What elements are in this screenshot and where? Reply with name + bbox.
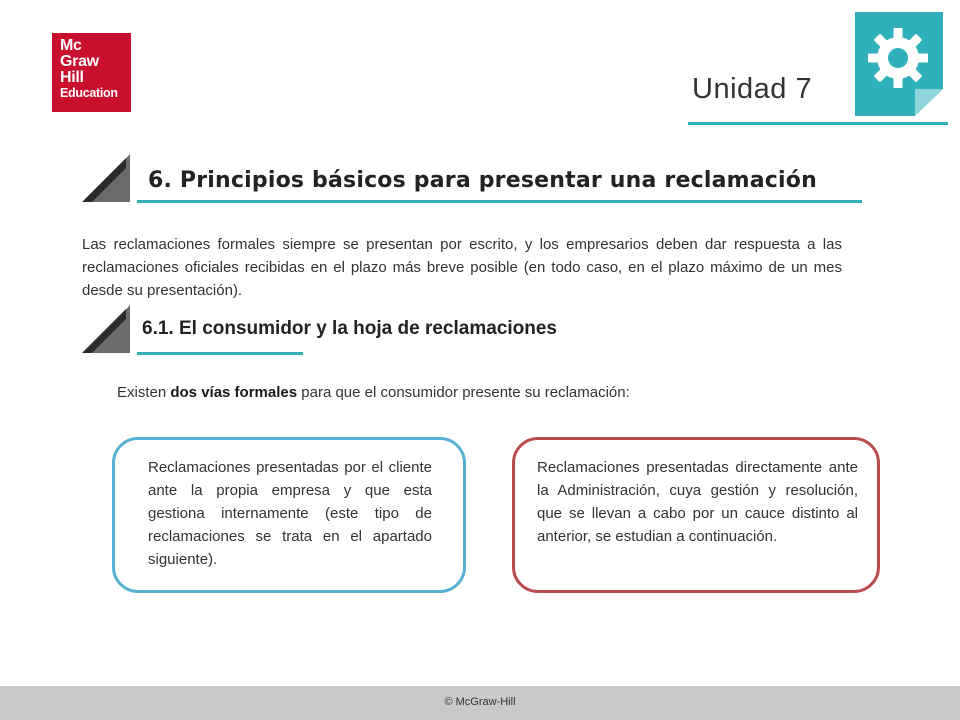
gear-document-icon [855, 12, 945, 117]
unit-title: Unidad 7 [692, 73, 813, 105]
intro-text-start: Existen [117, 384, 171, 401]
administration-claims-card [512, 437, 880, 593]
internal-claims-card [112, 437, 466, 593]
logo-line-2: Graw [60, 53, 99, 70]
subsection-heading-marker-icon [80, 303, 138, 355]
intro-bold-text: dos vías formales [170, 384, 298, 401]
unit-title-underline [688, 122, 948, 125]
section-title-underline [137, 200, 862, 203]
section-heading-marker-icon [80, 152, 138, 204]
logo-wordmark [60, 38, 131, 101]
subsection-title-underline [137, 352, 303, 355]
internal-claims-text: Reclamaciones presentadas por el cliente ante la propia empresa y que esta gestiona internamente (este tipo de reclamaciones se trata en el apartado siguiente). [148, 459, 432, 568]
intro-text-end: para que el consumidor presente su reclamación: [297, 384, 630, 401]
subsection-title: 6.1. El consumidor y la hoja de reclamaciones [142, 318, 557, 339]
administration-claims-text: Reclamaciones presentadas directamente ante la Administración, cuya gestión y resolución, que se llevan a cabo por un cauce distinto al anterior, se estudian a continuación. [537, 459, 858, 545]
mcgraw-hill-logo [52, 33, 131, 112]
footer-copyright: © McGraw-Hill [444, 696, 516, 708]
subsection-intro [117, 384, 630, 401]
section-body-paragraph: Las reclamaciones formales siempre se presentan por escrito, y los empresarios deben dar respuesta a las reclamaciones oficiales recibidas en el plazo más breve posible (en todo caso, en el plazo máximo de un mes desde su presentación). [82, 236, 842, 299]
section-title: 6. Principios básicos para presentar una reclamación [148, 168, 817, 193]
logo-line-1: Mc [60, 37, 82, 54]
footer-bar [0, 686, 960, 720]
logo-line-3: Hill [60, 69, 84, 86]
logo-line-4: Education [60, 86, 118, 100]
